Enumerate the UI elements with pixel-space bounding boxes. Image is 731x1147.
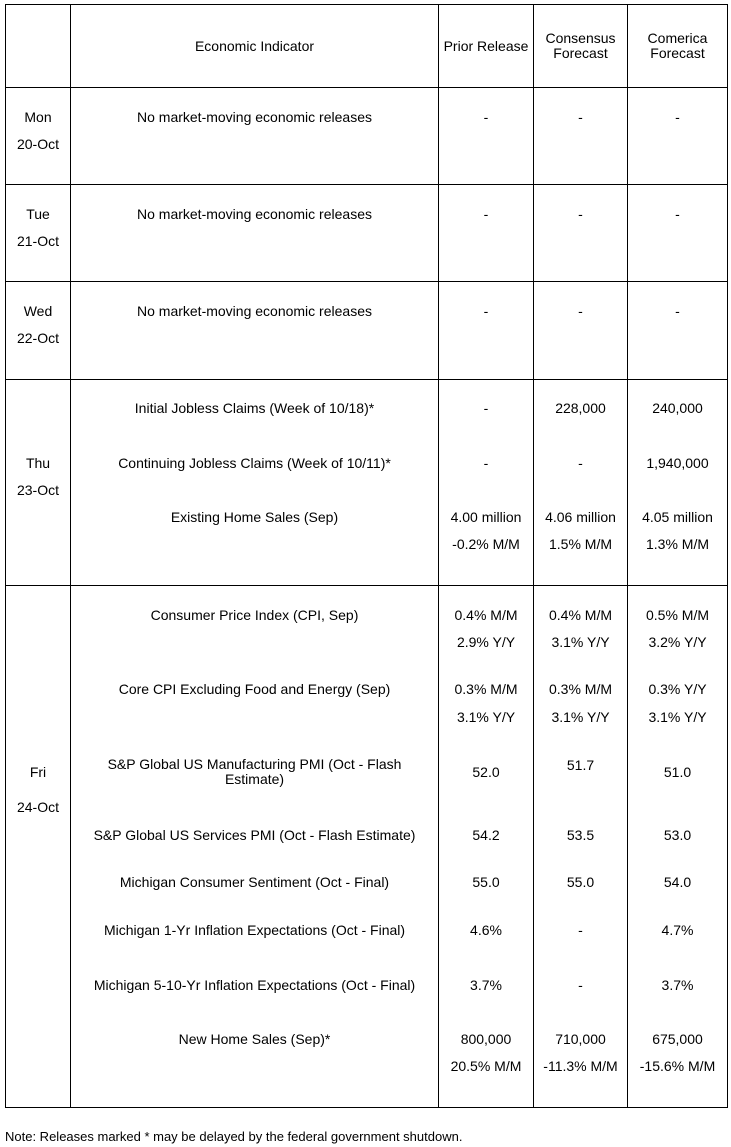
prior-value: -0.2% M/M: [452, 535, 520, 552]
comerica-value: 0.3% Y/Y: [648, 681, 707, 698]
consensus-value: -: [578, 303, 583, 320]
day-cell: [6, 185, 71, 282]
consensus-value: -: [578, 454, 583, 471]
prior-value: 54.2: [472, 827, 500, 844]
prior-value: 0.3% M/M: [454, 681, 518, 698]
prior-value: 4.6%: [470, 922, 502, 939]
consensus-value: -: [578, 206, 583, 223]
prior-value: 3.7%: [470, 977, 502, 994]
header-row: [6, 5, 728, 88]
weekday-label: Fri: [29, 764, 47, 781]
day-cell: [6, 586, 71, 1108]
consensus-value: 53.5: [566, 827, 595, 844]
consensus-value: 4.06 million: [545, 508, 616, 525]
header-day: [6, 5, 71, 88]
consensus-value: -11.3% M/M: [543, 1058, 618, 1075]
prior-value: 0.4% M/M: [454, 607, 518, 624]
prior-value: 800,000: [460, 1031, 512, 1048]
day-row-friday: [6, 586, 728, 1108]
prior-cell: [439, 185, 534, 282]
header-indicator: Economic Indicator: [71, 5, 439, 88]
comerica-cell: [628, 379, 728, 585]
comerica-value: 4.7%: [661, 922, 694, 939]
indicator-name: Consumer Price Index (CPI, Sep): [150, 607, 359, 624]
comerica-value: 3.7%: [661, 977, 694, 994]
comerica-cell: [628, 88, 728, 185]
day-row-thursday: [6, 379, 728, 585]
consensus-value: 710,000: [555, 1031, 606, 1048]
consensus-value: 3.1% Y/Y: [551, 709, 610, 726]
consensus-value: 51.7: [566, 757, 595, 774]
date-label: 20-Oct: [16, 136, 59, 153]
day-row-wednesday: [6, 282, 728, 379]
indicator-name: S&P Global US Services PMI (Oct - Flash Estimate): [93, 827, 416, 844]
consensus-value: -: [578, 977, 583, 994]
day-cell: [6, 88, 71, 185]
prior-cell: [439, 88, 534, 185]
prior-value: 2.9% Y/Y: [456, 634, 516, 651]
weekday-label: Wed: [23, 303, 53, 320]
header-comerica-line2: Forecast: [650, 45, 705, 62]
indicator-cell: [71, 379, 439, 585]
comerica-value: -15.6% M/M: [639, 1058, 716, 1075]
header-comerica-forecast: [628, 5, 728, 88]
indicator-name: No market-moving economic releases: [137, 303, 372, 320]
prior-value: -: [483, 303, 489, 320]
header-consensus-forecast: [534, 5, 628, 88]
date-label: 23-Oct: [16, 481, 59, 498]
indicator-name: Core CPI Excluding Food and Energy (Sep): [118, 681, 391, 698]
header-prior-release: Prior Release: [439, 5, 534, 88]
comerica-value: 1,940,000: [646, 454, 709, 471]
indicator-cell: [71, 185, 439, 282]
date-label: 21-Oct: [16, 233, 59, 250]
header-comerica-line1: Comerica: [647, 30, 708, 47]
economic-calendar-table: [5, 4, 728, 1108]
comerica-cell: [628, 282, 728, 379]
day-cell: [6, 379, 71, 585]
day-row-tuesday: [6, 185, 728, 282]
comerica-value: -: [675, 109, 680, 126]
comerica-value: 675,000: [652, 1031, 703, 1048]
weekday-label: Mon: [24, 109, 52, 126]
consensus-cell: [534, 185, 628, 282]
consensus-cell: [534, 282, 628, 379]
day-cell: [6, 282, 71, 379]
comerica-value: 0.5% M/M: [645, 607, 709, 624]
consensus-value: -: [578, 922, 583, 939]
weekday-label: Tue: [26, 206, 50, 223]
consensus-cell: [534, 88, 628, 185]
indicator-name: Continuing Jobless Claims (Week of 10/11)*: [118, 454, 391, 471]
prior-value: 52.0: [472, 764, 500, 781]
consensus-value: 0.4% M/M: [548, 607, 612, 624]
consensus-value: -: [578, 109, 583, 126]
comerica-value: 3.1% Y/Y: [648, 709, 707, 726]
comerica-value: -: [675, 206, 680, 223]
comerica-value: -: [675, 303, 680, 320]
date-label: 24-Oct: [16, 799, 59, 816]
indicator-name: No market-moving economic releases: [137, 206, 372, 223]
comerica-value: 4.05 million: [642, 508, 713, 525]
comerica-value: 1.3% M/M: [645, 535, 709, 552]
indicator-name: No market-moving economic releases: [137, 109, 372, 126]
comerica-value: 53.0: [663, 827, 692, 844]
prior-cell: [439, 379, 534, 585]
consensus-value: 3.1% Y/Y: [551, 634, 610, 651]
prior-cell: [439, 282, 534, 379]
indicator-name: Michigan 5-10-Yr Inflation Expectations (Oct - Final): [93, 977, 416, 994]
indicator-name: New Home Sales (Sep)*: [178, 1031, 331, 1048]
prior-value: -: [483, 399, 489, 416]
prior-cell: [439, 586, 534, 1108]
comerica-value: 3.2% Y/Y: [648, 634, 707, 651]
weekday-label: Thu: [25, 454, 51, 471]
indicator-name: Michigan Consumer Sentiment (Oct - Final): [119, 874, 390, 891]
consensus-cell: [534, 379, 628, 585]
prior-value: -: [483, 109, 489, 126]
header-consensus-line2: Forecast: [553, 45, 608, 62]
prior-value: 20.5% M/M: [450, 1058, 522, 1075]
comerica-value: 51.0: [663, 764, 692, 781]
date-label: 22-Oct: [16, 330, 59, 347]
prior-value: 3.1% Y/Y: [456, 709, 516, 726]
indicator-name: Michigan 1-Yr Inflation Expectations (Oct - Final): [103, 922, 406, 939]
consensus-value: 1.5% M/M: [548, 535, 612, 552]
prior-value: -: [483, 454, 489, 471]
prior-value: 55.0: [472, 874, 500, 891]
footnote: Note: Releases marked * may be delayed by the federal government shutdown.: [5, 1129, 463, 1144]
header-consensus-line1: Consensus: [545, 30, 616, 47]
consensus-value: 0.3% M/M: [548, 681, 612, 698]
comerica-value: 240,000: [652, 399, 703, 416]
indicator-cell: [71, 586, 439, 1108]
day-row-monday: [6, 88, 728, 185]
consensus-value: 228,000: [555, 399, 606, 416]
indicator-cell: [71, 282, 439, 379]
indicator-name: Initial Jobless Claims (Week of 10/18)*: [134, 399, 375, 416]
consensus-cell: [534, 586, 628, 1108]
indicator-name: S&P Global US Manufacturing PMI (Oct - Flash Estimate): [107, 756, 402, 788]
prior-value: -: [483, 206, 489, 223]
prior-value: 4.00 million: [450, 508, 522, 525]
comerica-value: 54.0: [663, 874, 692, 891]
indicator-name: Existing Home Sales (Sep): [170, 508, 339, 525]
comerica-cell: [628, 185, 728, 282]
indicator-cell: [71, 88, 439, 185]
comerica-cell: [628, 586, 728, 1108]
consensus-value: 55.0: [566, 874, 595, 891]
